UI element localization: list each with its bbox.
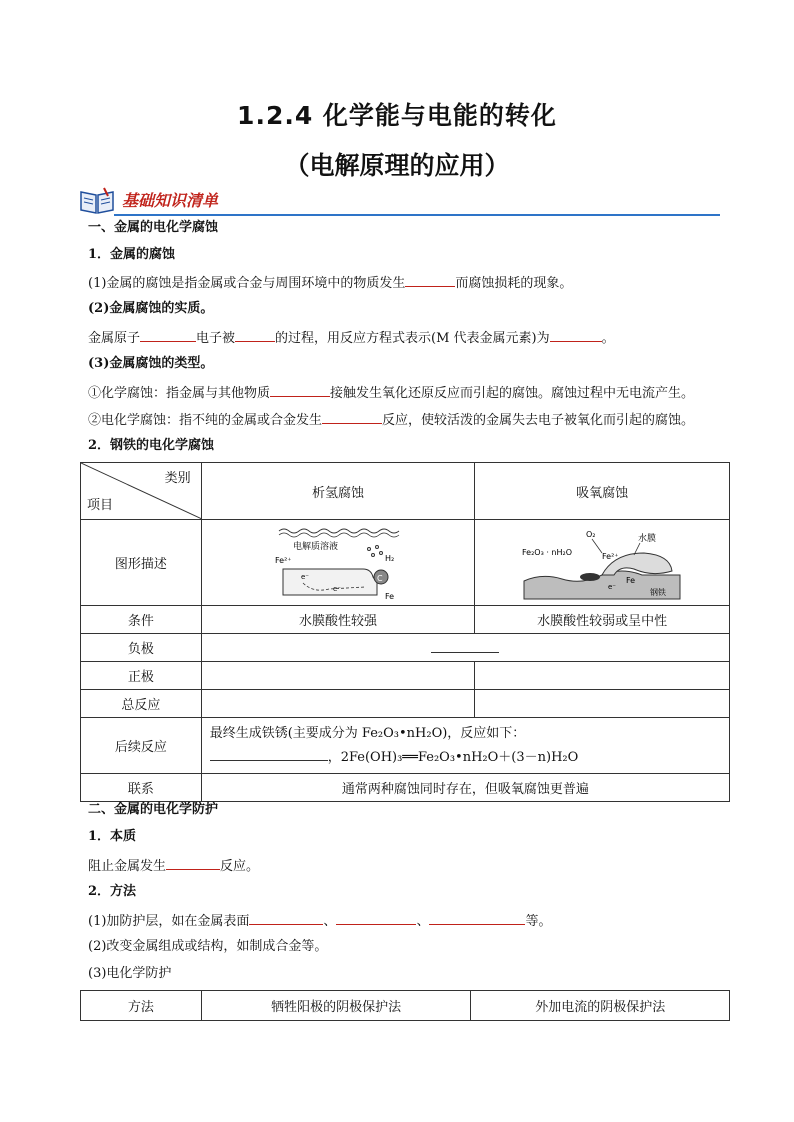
s2-item1-title: 1．本质 (88, 829, 137, 844)
row-label-follow: 后续反应 (81, 718, 202, 774)
total-hydrogen-cell[interactable] (201, 690, 475, 718)
row-label-negative: 负极 (81, 634, 202, 662)
section-banner (78, 184, 720, 218)
fe2-label: Fe²⁺ (274, 555, 292, 565)
row-label-condition: 条件 (81, 606, 202, 634)
item3-text-1: ①化学腐蚀：指金属与其他物质 接触发生氧化还原反应而引起的腐蚀。腐蚀过程中无电流产生。 (88, 382, 694, 404)
fill-blank[interactable] (429, 910, 525, 925)
s2-method-1: (1)加防护层，如在金属表面 、 、 等。 (88, 910, 551, 932)
col-header-impressed: 外加电流的阴极保护法 (471, 991, 730, 1021)
water-film-label: 水膜 (638, 533, 657, 544)
corrosion-table (80, 462, 730, 802)
hydrogen-corrosion-diagram (273, 525, 403, 601)
fill-blank[interactable] (405, 272, 455, 287)
c-label: C (376, 573, 383, 583)
positive-hydrogen-cell[interactable] (201, 662, 475, 690)
oxygen-diagram-cell (475, 520, 730, 606)
item1-text: (1)金属的腐蚀是指金属或合金与周围环境中的物质发生 而腐蚀损耗的现象。 (88, 272, 572, 294)
corner-cell: 类别 项目 (81, 463, 202, 520)
electron-label: e⁻ (608, 582, 617, 591)
section2-heading: 二、金属的电化学防护 (88, 802, 219, 817)
item3-text-2: ②电化学腐蚀：指不纯的金属或合金发生 反应，使较活泼的金属失去电子被氧化而引起的腐蚀。 (88, 409, 694, 431)
fill-blank[interactable] (336, 910, 416, 925)
s2-item2-title: 2．方法 (88, 884, 137, 899)
section1-heading: 一、金属的电化学腐蚀 (88, 220, 219, 235)
electron-label: e⁻ (332, 584, 341, 593)
page-subtitle: （电解原理的应用） (284, 151, 510, 180)
electron-label: e⁻ (300, 572, 309, 581)
protection-table (80, 990, 730, 1021)
negative-electrode-cell[interactable] (201, 634, 729, 662)
row-label-positive: 正极 (81, 662, 202, 690)
fill-blank[interactable] (270, 382, 330, 397)
item3-title: (3)金属腐蚀的类型。 (88, 356, 214, 371)
fill-blank[interactable] (322, 409, 382, 424)
o2-label: O₂ (586, 529, 596, 539)
fill-blank[interactable] (235, 327, 275, 342)
row-label-relation: 联系 (81, 774, 202, 802)
s2-method-3: (3)电化学防护 (88, 966, 172, 981)
condition-hydrogen: 水膜酸性较强 (201, 606, 475, 634)
book-icon (78, 186, 116, 216)
oxygen-corrosion-diagram (522, 525, 682, 601)
fill-blank[interactable] (210, 746, 328, 761)
fill-blank[interactable] (249, 910, 323, 925)
col-header-oxygen: 吸氧腐蚀 (475, 463, 730, 520)
solution-label: 电解质溶液 (292, 541, 338, 552)
condition-oxygen: 水膜酸性较弱或呈中性 (475, 606, 730, 634)
page-title: 1.2.4 化学能与电能的转化 (237, 101, 557, 130)
relation-cell: 通常两种腐蚀同时存在，但吸氧腐蚀更普遍 (201, 774, 729, 802)
item2-text: 金属原子 电子被 的过程，用反应方程式表示(M 代表金属元素)为 。 (88, 327, 615, 349)
banner-label: 基础知识清单 (122, 191, 219, 210)
s2-method-2: (2)改变金属组成或结构，如制成合金等。 (88, 939, 328, 954)
row-label-total: 总反应 (81, 690, 202, 718)
fill-blank[interactable] (166, 855, 220, 870)
banner-rule (114, 214, 720, 216)
row-label-figure: 图形描述 (81, 520, 202, 606)
item4-title: 2．钢铁的电化学腐蚀 (88, 438, 215, 453)
fe-label: Fe (384, 591, 395, 601)
total-oxygen-cell[interactable] (475, 690, 730, 718)
fill-blank[interactable] (140, 327, 196, 342)
col-header-method: 方法 (81, 991, 202, 1021)
col-header-hydrogen: 析氢腐蚀 (201, 463, 475, 520)
h2-label: H₂ (384, 553, 395, 563)
fe2-label: Fe²⁺ (602, 551, 619, 561)
col-header-sacrificial: 牺牲阳极的阴极保护法 (201, 991, 471, 1021)
fe-label: Fe (626, 575, 636, 585)
steel-label: 钢铁 (650, 587, 667, 597)
positive-oxygen-cell[interactable] (475, 662, 730, 690)
rust-label: Fe₂O₃ · nH₂O (522, 547, 573, 557)
item1-title: 1．金属的腐蚀 (88, 247, 176, 262)
fill-blank[interactable] (550, 327, 602, 342)
fill-blank[interactable] (431, 638, 499, 653)
item2-title: (2)金属腐蚀的实质。 (88, 301, 214, 316)
s2-item1-text: 阻止金属发生 反应。 (88, 855, 259, 877)
follow-reaction-cell: 最终生成铁锈(主要成分为 Fe₂O₃•nH₂O)，反应如下： ，2Fe(OH)₃══Fe₂O₃•nH₂O＋(3－n)H₂O (201, 718, 729, 774)
hydrogen-diagram-cell (201, 520, 475, 606)
